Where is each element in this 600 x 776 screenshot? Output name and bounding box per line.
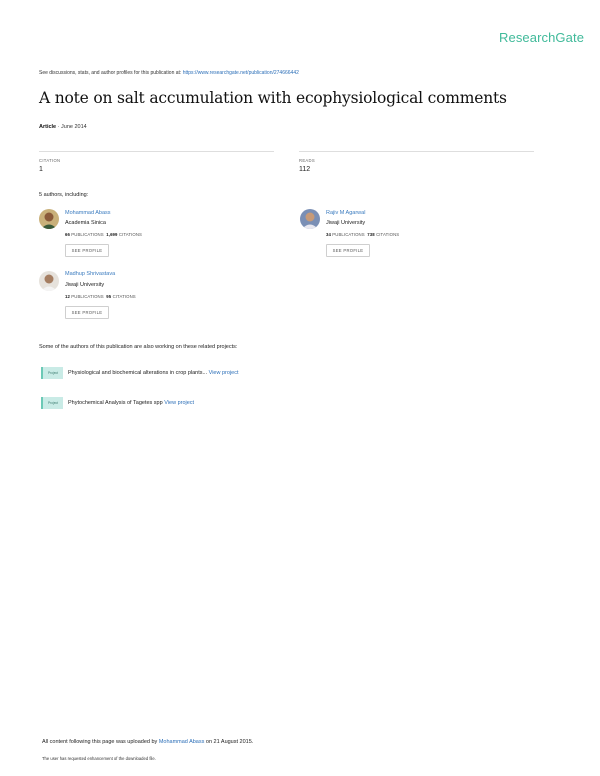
reads-divider: [299, 151, 534, 152]
author-stats: [65, 294, 136, 299]
citations-label: CITATIONS: [118, 232, 143, 237]
author-stats: [326, 232, 399, 237]
uploader-link[interactable]: Mohammad Abass: [158, 739, 205, 745]
discussion-line: [39, 70, 299, 76]
citations-label: CITATIONS: [376, 232, 400, 237]
author-name-link[interactable]: Mohammad Abass: [65, 210, 111, 216]
view-project-link[interactable]: View project: [208, 370, 239, 376]
see-profile-button[interactable]: SEE PROFILE: [65, 306, 109, 319]
publications-label: PUBLICATIONS: [332, 232, 365, 237]
publication-type: Article: [39, 124, 57, 130]
projects-heading: Some of the authors of this publication are also working on these related projects:: [39, 344, 238, 350]
project-item: [68, 400, 194, 406]
reads-count: 112: [299, 166, 311, 173]
publications-count: 66: [65, 232, 70, 237]
citations-label: CITATIONS: [112, 294, 136, 299]
publication-date: · June 2014: [57, 124, 87, 130]
publications-label: PUBLICATIONS: [71, 294, 104, 299]
project-thumbnail-icon: Project: [41, 367, 63, 379]
author-institution: Jiwaji University: [65, 282, 105, 288]
discussion-prefix: See discussions, stats, and author profiles for this publication at:: [39, 70, 182, 76]
citations-count: 95: [106, 294, 112, 299]
citations-count: 738: [367, 232, 375, 237]
publications-label: PUBLICATIONS: [71, 232, 104, 237]
authors-heading: 5 authors, including:: [39, 192, 89, 198]
project-thumbnail-icon: Project: [41, 397, 63, 409]
author-photo-icon: [39, 209, 59, 229]
author-stats: [65, 232, 142, 237]
author-photo-icon: [39, 271, 59, 291]
see-profile-button[interactable]: SEE PROFILE: [65, 244, 109, 257]
view-project-link[interactable]: View project: [164, 400, 195, 406]
reads-label: READS: [299, 158, 315, 163]
publications-count: 12: [65, 294, 70, 299]
citation-label: CITATION: [39, 158, 61, 163]
avatar[interactable]: [39, 209, 59, 229]
upload-notice: [42, 739, 253, 745]
project-title: Phytochemical Analysis of Tagetes spp: [68, 400, 163, 406]
author-name-link[interactable]: Madhup Shrivastava: [65, 271, 116, 277]
citation-count: 1: [39, 166, 43, 173]
researchgate-logo[interactable]: ResearchGate: [499, 30, 585, 45]
author-name-link[interactable]: Rajiv M Agarwal: [326, 210, 366, 216]
publications-count: 34: [326, 232, 331, 237]
citations-count: 1,699: [106, 232, 118, 237]
project-item: [68, 370, 239, 376]
upload-prefix: All content following this page was uploaded by: [42, 739, 158, 745]
publication-meta: [39, 124, 87, 130]
citation-divider: [39, 151, 274, 152]
avatar[interactable]: [300, 209, 320, 229]
enhancement-note: The user has requested enhancement of the downloaded file.: [42, 756, 156, 761]
upload-suffix: on 21 August 2015.: [205, 739, 254, 745]
page-title: A note on salt accumulation with ecophysiological comments: [39, 89, 507, 107]
project-title: Physiological and biochemical alterations in crop plants...: [68, 370, 208, 376]
author-institution: Academia Sinica: [65, 220, 106, 226]
author-institution: Jiwaji University: [326, 220, 366, 226]
see-profile-button[interactable]: SEE PROFILE: [326, 244, 370, 257]
author-photo-icon: [300, 209, 320, 229]
publication-url-link[interactable]: https://www.researchgate.net/publication/274666442: [182, 70, 299, 76]
avatar[interactable]: [39, 271, 59, 291]
